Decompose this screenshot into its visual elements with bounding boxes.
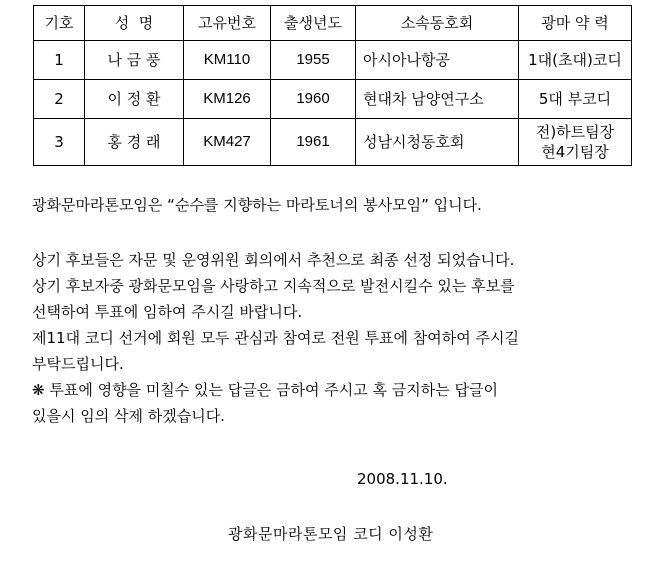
table-row bbox=[34, 80, 632, 119]
body-text bbox=[32, 247, 632, 429]
body-line: 선택하여 투표에 임하여 주시길 바랍니다. bbox=[32, 303, 303, 321]
cell-id: KM126 bbox=[184, 80, 271, 119]
cell-name: 홍 경 래 bbox=[85, 119, 184, 166]
header-cell-num: 기호 bbox=[34, 6, 85, 41]
cell-num: 2 bbox=[34, 80, 85, 119]
cell-id: KM427 bbox=[184, 119, 271, 166]
cell-career bbox=[519, 80, 632, 119]
cell-name: 나 금 풍 bbox=[85, 41, 184, 80]
career-line: 5대 부코디 bbox=[538, 90, 612, 108]
header-cell-year: 출생년도 bbox=[271, 6, 356, 41]
cell-name: 이 정 환 bbox=[85, 80, 184, 119]
cell-career bbox=[519, 41, 632, 80]
candidate-table bbox=[33, 5, 632, 166]
header-cell-name: 성 명 bbox=[85, 6, 184, 41]
header-cell-club: 소속동호회 bbox=[356, 6, 519, 41]
body-line: 부탁드립니다. bbox=[32, 355, 124, 373]
document-date: 2008.11.10. bbox=[357, 470, 448, 488]
body-line: ❋ 투표에 영향을 미칠수 있는 답글은 금하여 주시고 혹 금지하는 답글이 bbox=[32, 381, 498, 399]
career-line: 1대(초대)코디 bbox=[528, 51, 622, 69]
header-cell-career: 광마 약 력 bbox=[519, 6, 632, 41]
intro-text: 광화문마라톤모임은 “순수를 지향하는 마라토너의 봉사모임” 입니다. bbox=[32, 196, 482, 214]
header-cell-id: 고유번호 bbox=[184, 6, 271, 41]
career-line: 현4기팀장 bbox=[541, 143, 609, 161]
cell-id: KM110 bbox=[184, 41, 271, 80]
cell-year: 1961 bbox=[271, 119, 356, 166]
cell-career bbox=[519, 119, 632, 166]
table-header-row bbox=[34, 6, 632, 41]
signature: 광화문마라톤모임 코디 이성환 bbox=[228, 525, 434, 543]
table-row bbox=[34, 41, 632, 80]
cell-year: 1955 bbox=[271, 41, 356, 80]
cell-year: 1960 bbox=[271, 80, 356, 119]
cell-num: 3 bbox=[34, 119, 85, 166]
body-line: 상기 후보자중 광화문모임을 사랑하고 지속적으로 발전시킬수 있는 후보를 bbox=[32, 277, 515, 295]
table-row bbox=[34, 119, 632, 166]
cell-num: 1 bbox=[34, 41, 85, 80]
cell-club: 아시아나항공 bbox=[356, 41, 519, 80]
body-line: 있을시 임의 삭제 하겠습니다. bbox=[32, 407, 225, 425]
cell-club: 성남시청동호회 bbox=[356, 119, 519, 166]
cell-club: 현대차 남양연구소 bbox=[356, 80, 519, 119]
body-line: 제11대 코디 선거에 회원 모두 관심과 참여로 전원 투표에 참여하여 주시길 bbox=[32, 329, 519, 347]
body-line: 상기 후보들은 자문 및 운영위원 회의에서 추천으로 최종 선정 되었습니다. bbox=[32, 251, 515, 269]
career-line: 전)하트팀장 bbox=[535, 123, 615, 141]
